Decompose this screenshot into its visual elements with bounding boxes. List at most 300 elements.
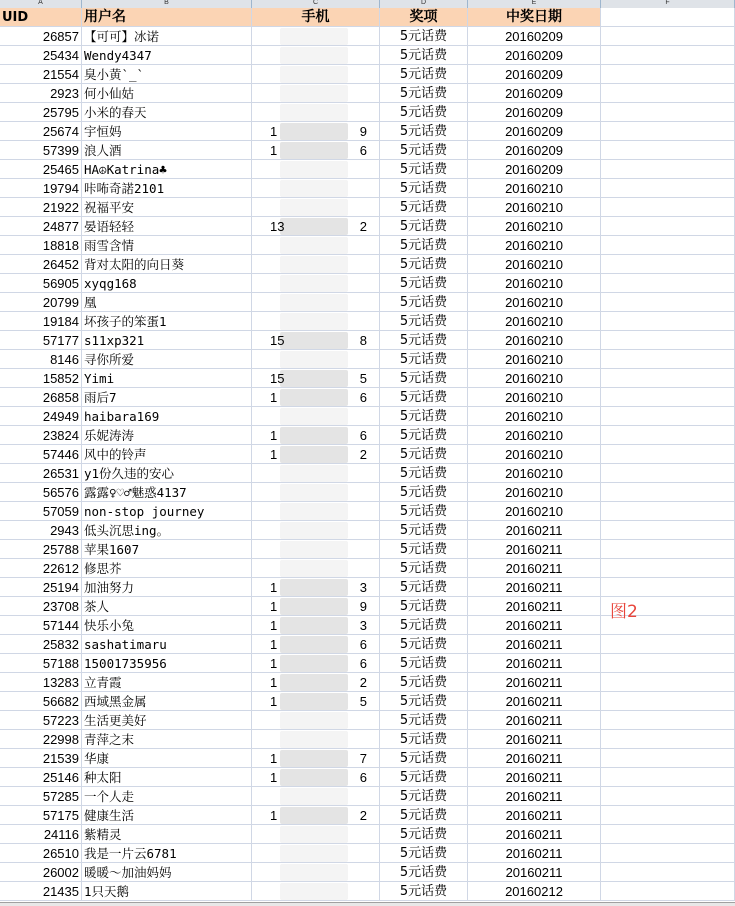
date-cell[interactable]: 20160210 [468,198,601,217]
phone-cell[interactable] [252,236,380,255]
empty-cell[interactable] [601,160,735,179]
empty-cell[interactable] [601,388,735,407]
date-cell[interactable]: 20160210 [468,464,601,483]
prize-cell[interactable]: 5元话费 [380,331,468,350]
empty-cell[interactable] [601,749,735,768]
phone-partial-digits [270,616,367,635]
username-cell[interactable]: 雨雪含情 [82,236,252,255]
table-row [0,540,735,559]
prize-cell[interactable]: 5元话费 [380,654,468,673]
username-cell[interactable]: 风中的铃声 [82,445,252,464]
uid-cell[interactable]: 24116 [0,825,82,844]
prize-cell[interactable]: 5元话费 [380,768,468,787]
uid-cell[interactable]: 25795 [0,103,82,122]
prize-cell[interactable]: 5元话费 [380,825,468,844]
empty-cell[interactable] [601,692,735,711]
username-cell[interactable]: 寻你所爱 [82,350,252,369]
empty-cell[interactable] [601,502,735,521]
prize-cell[interactable]: 5元话费 [380,103,468,122]
username-cell[interactable]: xyqg168 [82,274,252,293]
prize-cell[interactable]: 5元话费 [380,806,468,825]
prize-cell[interactable]: 5元话费 [380,312,468,331]
date-cell[interactable]: 20160210 [468,407,601,426]
phone-cell[interactable] [252,597,380,616]
date-cell[interactable]: 20160211 [468,521,601,540]
phone-cell[interactable] [252,293,380,312]
phone-cell[interactable] [252,806,380,825]
header-user-cell[interactable]: 用户名 [82,8,252,27]
date-cell[interactable]: 20160211 [468,635,601,654]
date-cell[interactable]: 20160210 [468,312,601,331]
username-cell[interactable]: 坏孩子的笨蛋1 [82,312,252,331]
date-cell[interactable]: 20160210 [468,293,601,312]
prize-cell[interactable]: 5元话费 [380,160,468,179]
phone-cell[interactable] [252,882,380,901]
prize-cell[interactable]: 5元话费 [380,749,468,768]
username-cell[interactable]: 紫精灵 [82,825,252,844]
date-cell[interactable]: 20160210 [468,274,601,293]
column-header-b[interactable]: B [82,0,252,8]
empty-cell[interactable] [601,559,735,578]
table-row [0,27,735,46]
date-cell[interactable]: 20160209 [468,160,601,179]
phone-cell[interactable] [252,825,380,844]
uid-cell[interactable]: 56576 [0,483,82,502]
prize-cell[interactable]: 5元话费 [380,787,468,806]
uid-cell[interactable]: 21922 [0,198,82,217]
date-cell[interactable]: 20160210 [468,426,601,445]
prize-cell[interactable]: 5元话费 [380,255,468,274]
username-cell[interactable]: 乐妮涛涛 [82,426,252,445]
empty-cell[interactable] [601,521,735,540]
phone-cell[interactable] [252,141,380,160]
phone-cell[interactable] [252,426,380,445]
prize-cell[interactable]: 5元话费 [380,882,468,901]
date-cell[interactable]: 20160211 [468,616,601,635]
empty-cell[interactable] [601,46,735,65]
phone-cell[interactable] [252,217,380,236]
username-cell[interactable]: 背对太阳的向日葵 [82,255,252,274]
date-cell[interactable]: 20160210 [468,236,601,255]
uid-cell[interactable]: 57399 [0,141,82,160]
date-cell[interactable]: 20160211 [468,597,601,616]
username-cell[interactable]: 【可可】冰诺 [82,27,252,46]
phone-cell[interactable] [252,407,380,426]
username-cell[interactable]: 华康 [82,749,252,768]
username-cell[interactable]: 苹果1607 [82,540,252,559]
date-cell[interactable]: 20160211 [468,540,601,559]
phone-suffix: 6 [359,637,367,652]
uid-cell[interactable]: 57188 [0,654,82,673]
date-cell[interactable]: 20160209 [468,122,601,141]
username-cell[interactable]: 青萍之末 [82,730,252,749]
table-row [0,274,735,293]
date-cell[interactable]: 20160211 [468,730,601,749]
empty-cell[interactable] [601,540,735,559]
phone-cell[interactable] [252,711,380,730]
phone-cell[interactable] [252,198,380,217]
empty-cell[interactable] [601,711,735,730]
uid-cell[interactable]: 26510 [0,844,82,863]
username-cell[interactable]: 一个人走 [82,787,252,806]
username-cell[interactable]: 露露♀♡♂魅惑4137 [82,483,252,502]
empty-cell[interactable] [601,84,735,103]
date-cell[interactable]: 20160211 [468,768,601,787]
username-cell[interactable]: 何小仙姑 [82,84,252,103]
prize-cell[interactable]: 5元话费 [380,426,468,445]
prize-cell[interactable]: 5元话费 [380,350,468,369]
prize-cell[interactable]: 5元话费 [380,464,468,483]
phone-cell[interactable] [252,521,380,540]
prize-cell[interactable]: 5元话费 [380,293,468,312]
date-cell[interactable]: 20160210 [468,350,601,369]
uid-cell[interactable]: 26857 [0,27,82,46]
username-cell[interactable]: 15001735956 [82,654,252,673]
phone-cell[interactable] [252,388,380,407]
empty-cell[interactable] [601,882,735,901]
prize-cell[interactable]: 5元话费 [380,578,468,597]
uid-cell[interactable]: 21554 [0,65,82,84]
username-cell[interactable]: s11xp321 [82,331,252,350]
empty-cell[interactable] [601,350,735,369]
date-cell[interactable]: 20160211 [468,844,601,863]
empty-cell[interactable] [601,236,735,255]
uid-cell[interactable]: 57059 [0,502,82,521]
phone-cell[interactable] [252,673,380,692]
empty-cell[interactable] [601,787,735,806]
date-cell[interactable]: 20160210 [468,179,601,198]
empty-cell[interactable] [601,255,735,274]
phone-cell[interactable] [252,502,380,521]
header-phone-cell[interactable]: 手机 [252,8,380,27]
username-cell[interactable]: 茶人 [82,597,252,616]
column-header-f[interactable]: F [601,0,735,8]
date-cell[interactable]: 20160210 [468,502,601,521]
prize-cell[interactable]: 5元话费 [380,521,468,540]
username-cell[interactable]: 修思芥 [82,559,252,578]
uid-cell[interactable]: 26452 [0,255,82,274]
empty-cell[interactable] [601,768,735,787]
phone-cell[interactable] [252,350,380,369]
phone-cell[interactable] [252,540,380,559]
column-header-a[interactable]: A [0,0,82,8]
username-cell[interactable]: Wendy4347 [82,46,252,65]
empty-cell[interactable] [601,312,735,331]
uid-cell[interactable]: 25465 [0,160,82,179]
prize-cell[interactable]: 5元话费 [380,46,468,65]
username-cell[interactable]: 祝福平安 [82,198,252,217]
empty-cell[interactable] [601,27,735,46]
prize-cell[interactable]: 5元话费 [380,198,468,217]
redaction-mosaic [280,28,348,45]
empty-cell[interactable] [601,730,735,749]
phone-cell[interactable] [252,844,380,863]
phone-cell[interactable] [252,445,380,464]
date-cell[interactable]: 20160209 [468,46,601,65]
uid-cell[interactable]: 15852 [0,369,82,388]
phone-cell[interactable] [252,122,380,141]
empty-cell[interactable] [601,179,735,198]
empty-cell[interactable] [601,445,735,464]
prize-cell[interactable]: 5元话费 [380,388,468,407]
username-cell[interactable]: 浪人酒 [82,141,252,160]
header-prize-cell[interactable]: 奖项 [380,8,468,27]
table-row [0,350,735,369]
date-cell[interactable]: 20160211 [468,711,601,730]
empty-cell[interactable] [601,369,735,388]
date-cell[interactable]: 20160211 [468,787,601,806]
redaction-mosaic [280,256,348,273]
date-cell[interactable]: 20160211 [468,692,601,711]
uid-cell[interactable]: 24949 [0,407,82,426]
uid-cell[interactable]: 21539 [0,749,82,768]
phone-cell[interactable] [252,160,380,179]
prize-cell[interactable]: 5元话费 [380,616,468,635]
prize-cell[interactable]: 5元话费 [380,445,468,464]
date-cell[interactable]: 20160210 [468,483,601,502]
date-cell[interactable]: 20160209 [468,84,601,103]
username-cell[interactable]: 我是一片云6781 [82,844,252,863]
empty-cell[interactable] [601,407,735,426]
date-cell[interactable]: 20160209 [468,103,601,122]
phone-cell[interactable] [252,65,380,84]
phone-cell[interactable] [252,863,380,882]
column-header-e[interactable]: E [468,0,601,8]
username-cell[interactable]: non-stop journey [82,502,252,521]
uid-cell[interactable]: 20799 [0,293,82,312]
prize-cell[interactable]: 5元话费 [380,84,468,103]
date-cell[interactable]: 20160210 [468,331,601,350]
uid-cell[interactable]: 19794 [0,179,82,198]
uid-cell[interactable]: 57177 [0,331,82,350]
prize-cell[interactable]: 5元话费 [380,673,468,692]
uid-cell[interactable]: 25146 [0,768,82,787]
phone-cell[interactable] [252,46,380,65]
prize-cell[interactable]: 5元话费 [380,179,468,198]
phone-cell[interactable] [252,559,380,578]
uid-cell[interactable]: 57175 [0,806,82,825]
phone-cell[interactable] [252,312,380,331]
uid-cell[interactable]: 57223 [0,711,82,730]
prize-cell[interactable]: 5元话费 [380,217,468,236]
empty-cell[interactable] [601,65,735,84]
empty-cell[interactable] [601,863,735,882]
username-cell[interactable]: 立青霞 [82,673,252,692]
prize-cell[interactable]: 5元话费 [380,407,468,426]
table-row [0,122,735,141]
phone-cell[interactable] [252,331,380,350]
username-cell[interactable]: 凰 [82,293,252,312]
uid-cell[interactable]: 25832 [0,635,82,654]
username-cell[interactable]: 低头沉思ing。 [82,521,252,540]
uid-cell[interactable]: 26531 [0,464,82,483]
uid-cell[interactable]: 22612 [0,559,82,578]
uid-cell[interactable]: 26002 [0,863,82,882]
empty-cell[interactable] [601,426,735,445]
phone-cell[interactable] [252,483,380,502]
empty-cell[interactable] [601,331,735,350]
phone-prefix: 1 [270,390,278,405]
prize-cell[interactable]: 5元话费 [380,711,468,730]
sheet-tab-bar[interactable] [0,902,735,906]
phone-cell[interactable] [252,635,380,654]
uid-cell[interactable]: 22998 [0,730,82,749]
empty-cell[interactable] [601,578,735,597]
phone-cell[interactable] [252,369,380,388]
date-cell[interactable]: 20160212 [468,882,601,901]
username-cell[interactable]: 咔咘奇諾2101 [82,179,252,198]
phone-cell[interactable] [252,179,380,198]
date-cell[interactable]: 20160211 [468,863,601,882]
username-cell[interactable]: Yimi [82,369,252,388]
prize-cell[interactable]: 5元话费 [380,863,468,882]
table-row [0,103,735,122]
prize-cell[interactable]: 5元话费 [380,236,468,255]
date-cell[interactable]: 20160211 [468,749,601,768]
header-date-cell[interactable]: 中奖日期 [468,8,601,27]
username-cell[interactable]: 生活更美好 [82,711,252,730]
phone-prefix: 1 [270,808,278,823]
date-cell[interactable]: 20160211 [468,654,601,673]
prize-cell[interactable]: 5元话费 [380,597,468,616]
prize-cell[interactable]: 5元话费 [380,844,468,863]
phone-cell[interactable] [252,103,380,122]
uid-cell[interactable]: 57144 [0,616,82,635]
phone-cell[interactable] [252,787,380,806]
uid-cell[interactable]: 8146 [0,350,82,369]
date-cell[interactable]: 20160210 [468,255,601,274]
phone-cell[interactable] [252,749,380,768]
phone-cell[interactable] [252,27,380,46]
prize-cell[interactable]: 5元话费 [380,730,468,749]
prize-cell[interactable]: 5元话费 [380,141,468,160]
empty-cell[interactable] [601,654,735,673]
username-cell[interactable]: 快乐小兔 [82,616,252,635]
date-cell[interactable]: 20160211 [468,673,601,692]
uid-cell[interactable]: 56905 [0,274,82,293]
username-cell[interactable]: y1份久违的安心 [82,464,252,483]
uid-cell[interactable]: 2923 [0,84,82,103]
uid-cell[interactable]: 56682 [0,692,82,711]
username-cell[interactable]: 西域黑金属 [82,692,252,711]
username-cell[interactable]: HA☮Katrina♣ [82,160,252,179]
phone-cell[interactable] [252,768,380,787]
prize-cell[interactable]: 5元话费 [380,369,468,388]
empty-cell[interactable] [601,673,735,692]
prize-cell[interactable]: 5元话费 [380,274,468,293]
empty-cell[interactable] [601,141,735,160]
phone-cell[interactable] [252,692,380,711]
phone-cell[interactable] [252,654,380,673]
username-cell[interactable]: 宇恒妈 [82,122,252,141]
username-cell[interactable]: 晏语轻轻 [82,217,252,236]
date-cell[interactable]: 20160209 [468,65,601,84]
uid-cell[interactable]: 13283 [0,673,82,692]
empty-cell[interactable] [601,806,735,825]
prize-cell[interactable]: 5元话费 [380,483,468,502]
date-cell[interactable]: 20160209 [468,141,601,160]
username-cell[interactable]: 种太阳 [82,768,252,787]
date-cell[interactable]: 20160209 [468,27,601,46]
uid-cell[interactable]: 19184 [0,312,82,331]
username-cell[interactable]: haibara169 [82,407,252,426]
uid-cell[interactable]: 24877 [0,217,82,236]
uid-cell[interactable]: 23824 [0,426,82,445]
prize-cell[interactable]: 5元话费 [380,559,468,578]
username-cell[interactable]: 小米的春天 [82,103,252,122]
date-cell[interactable]: 20160210 [468,445,601,464]
empty-cell[interactable] [601,198,735,217]
username-cell[interactable]: 健康生活 [82,806,252,825]
phone-cell[interactable] [252,84,380,103]
empty-cell[interactable] [601,217,735,236]
prize-cell[interactable]: 5元话费 [380,27,468,46]
username-cell[interactable]: 加油努力 [82,578,252,597]
empty-cell[interactable] [601,825,735,844]
empty-cell[interactable] [601,483,735,502]
phone-cell[interactable] [252,274,380,293]
phone-cell[interactable] [252,464,380,483]
date-cell[interactable]: 20160210 [468,369,601,388]
empty-cell[interactable] [601,464,735,483]
phone-cell[interactable] [252,730,380,749]
date-cell[interactable]: 20160211 [468,825,601,844]
prize-cell[interactable]: 5元话费 [380,65,468,84]
username-cell[interactable]: 臭小黄`_` [82,65,252,84]
uid-cell[interactable]: 26858 [0,388,82,407]
uid-cell[interactable]: 25434 [0,46,82,65]
prize-cell[interactable]: 5元话费 [380,692,468,711]
column-header-d[interactable]: D [380,0,468,8]
date-cell[interactable]: 20160211 [468,806,601,825]
empty-cell[interactable] [601,103,735,122]
username-cell[interactable]: 暖暖～加油妈妈 [82,863,252,882]
empty-cell[interactable] [601,274,735,293]
phone-cell[interactable] [252,616,380,635]
prize-cell[interactable]: 5元话费 [380,635,468,654]
prize-cell[interactable]: 5元话费 [380,122,468,141]
uid-cell[interactable]: 2943 [0,521,82,540]
uid-cell[interactable]: 21435 [0,882,82,901]
uid-cell[interactable]: 57285 [0,787,82,806]
empty-cell[interactable] [601,844,735,863]
username-cell[interactable]: sashatimaru [82,635,252,654]
uid-cell[interactable]: 18818 [0,236,82,255]
empty-cell[interactable] [601,122,735,141]
empty-cell[interactable] [601,8,735,27]
date-cell[interactable]: 20160211 [468,578,601,597]
phone-cell[interactable] [252,578,380,597]
date-cell[interactable]: 20160211 [468,559,601,578]
empty-cell[interactable] [601,293,735,312]
date-cell[interactable]: 20160210 [468,388,601,407]
uid-cell[interactable]: 57446 [0,445,82,464]
table-row [0,293,735,312]
prize-cell[interactable]: 5元话费 [380,540,468,559]
phone-cell[interactable] [252,255,380,274]
uid-cell[interactable]: 25788 [0,540,82,559]
uid-cell[interactable]: 25194 [0,578,82,597]
header-uid-cell[interactable]: UID [0,8,82,27]
username-cell[interactable]: 雨后7 [82,388,252,407]
prize-cell[interactable]: 5元话费 [380,502,468,521]
empty-cell[interactable] [601,635,735,654]
column-header-c[interactable]: C [252,0,380,8]
uid-cell[interactable]: 25674 [0,122,82,141]
uid-cell[interactable]: 23708 [0,597,82,616]
date-cell[interactable]: 20160210 [468,217,601,236]
username-cell[interactable]: 1只天鹅 [82,882,252,901]
